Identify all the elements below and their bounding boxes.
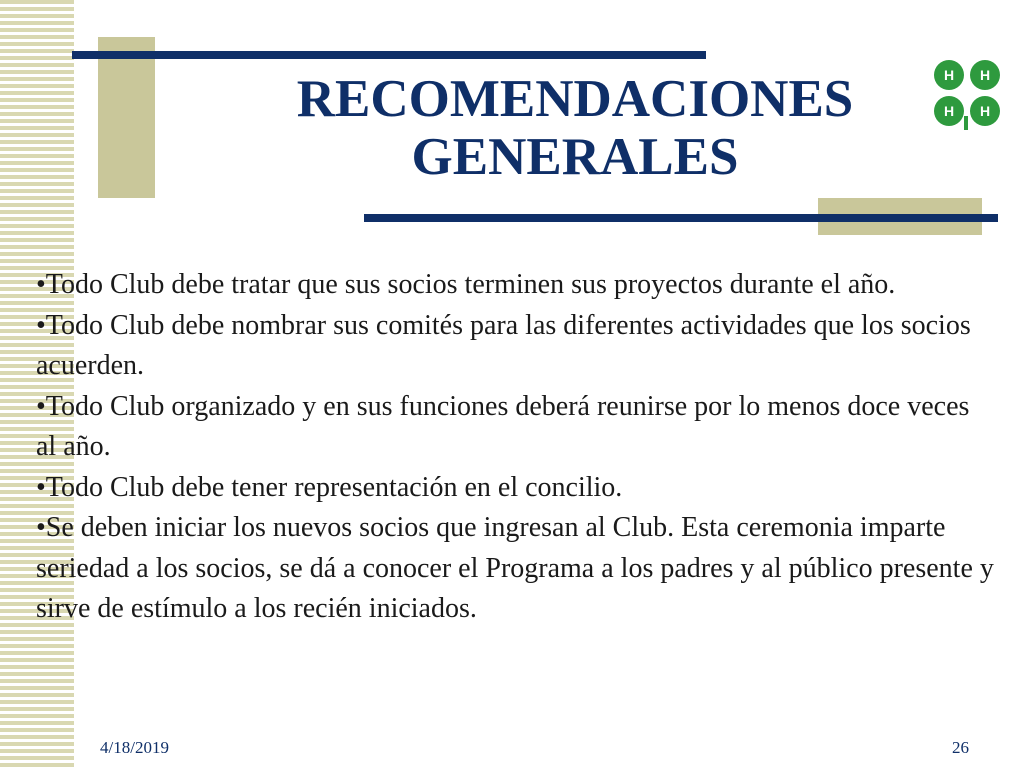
page-number: 26 [952,738,969,757]
list-item: •Todo Club debe nombrar sus comités para las diferentes actividades que los socios acuerden. [36,309,971,381]
list-item: •Todo Club debe tratar que sus socios terminen sus proyectos durante el año. [36,269,896,300]
navy-rule-bottom [364,214,998,222]
footer-date: 4/18/2019 [100,738,169,757]
recommendations-list [36,265,996,630]
clover-letter-2: H [979,67,991,83]
4h-clover-icon [930,56,1004,132]
title-line-1: RECOMENDACIONES [296,70,854,128]
list-item: •Todo Club debe tener representación en el concilio. [36,471,623,503]
clover-letter-4: H [979,103,991,119]
khaki-block-left [98,37,155,198]
clover-letter-3: H [943,103,955,119]
list-item: •Todo Club organizado y en sus funciones deberá reunirse por lo menos doce veces al año. [36,390,970,462]
clover-letter-1: H [943,67,955,83]
navy-rule-top [72,51,706,59]
clover-stem [964,116,968,130]
slide-title [180,70,970,186]
title-line-2: GENERALES [411,128,739,186]
list-item: •Se deben iniciar los nuevos socios que ingresan al Club. Esta ceremonia imparte seriedad a los socios, se dá a conocer el Programa a los padres y al público presente y sirve de estímulo a los recién iniciados. [36,512,994,624]
